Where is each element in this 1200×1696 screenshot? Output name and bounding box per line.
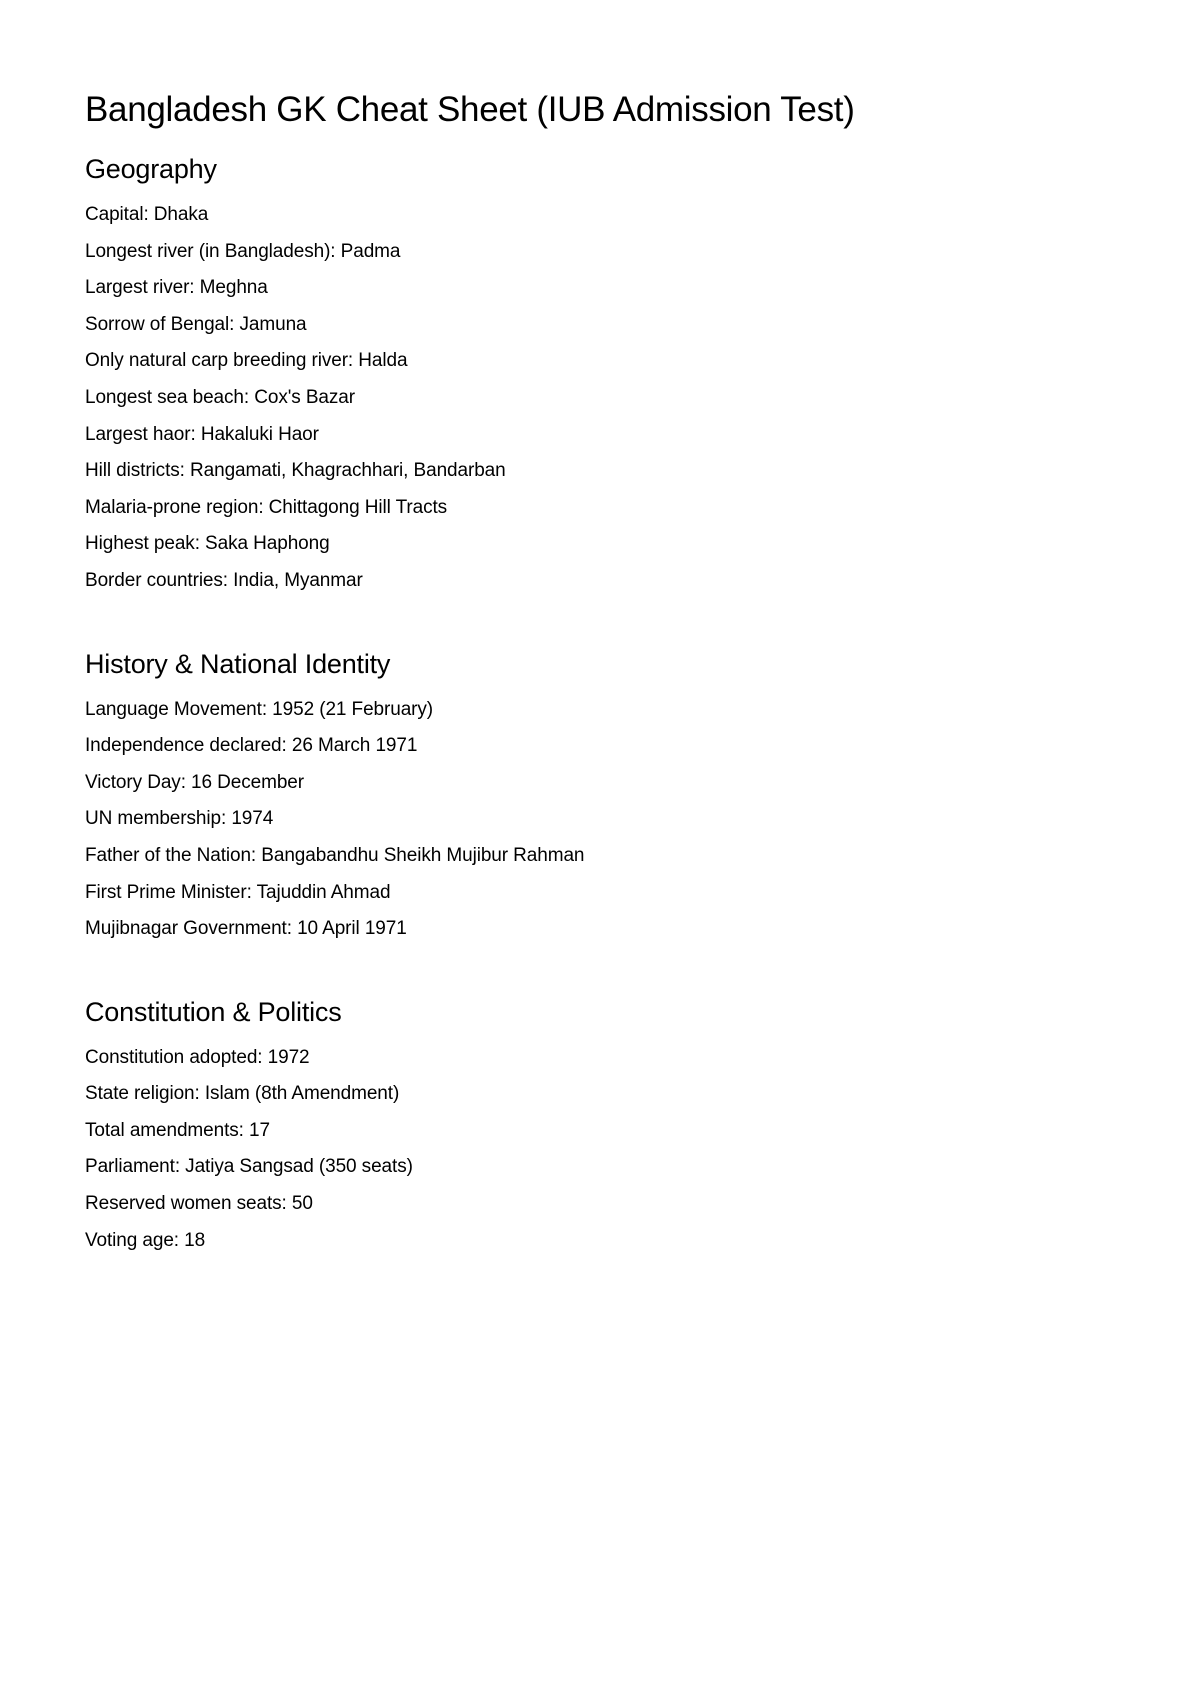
fact-item: State religion: Islam (8th Amendment) [85,1083,400,1105]
fact-item: Highest peak: Saka Haphong [85,533,330,555]
fact-item: Constitution adopted: 1972 [85,1046,310,1068]
section-geography [85,150,1115,600]
fact-item: Voting age: 18 [85,1229,206,1251]
fact-item: Reserved women seats: 50 [85,1193,313,1215]
history-fact-list [85,692,1115,948]
fact-item: Hill districts: Rangamati, Khagrachhari, Bandarban [85,460,506,482]
fact-item: Father of the Nation: Bangabandhu Sheikh Mujibur Rahman [85,844,585,866]
fact-item: Largest river: Meghna [85,277,268,299]
section-constitution [85,993,1115,1260]
section-heading-geography: Geography [85,154,217,184]
fact-item: First Prime Minister: Tajuddin Ahmad [85,881,391,903]
fact-item: Longest river (in Bangladesh): Padma [85,240,401,262]
section-history [85,645,1115,948]
fact-item: Largest haor: Hakaluki Haor [85,423,319,445]
section-heading-history: History & National Identity [85,648,391,679]
fact-item: Longest sea beach: Cox's Bazar [85,386,355,408]
fact-item: Malaria-prone region: Chittagong Hill Tracts [85,496,448,518]
section-heading-constitution: Constitution & Politics [85,996,342,1027]
fact-item: Border countries: India, Myanmar [85,569,363,591]
fact-item: Parliament: Jatiya Sangsad (350 seats) [85,1156,413,1178]
fact-item: Mujibnagar Government: 10 April 1971 [85,918,407,940]
fact-item: Capital: Dhaka [85,204,209,225]
fact-item: Only natural carp breeding river: Halda [85,350,408,372]
fact-item: Victory Day: 16 December [85,771,305,793]
fact-item: Independence declared: 26 March 1971 [85,735,418,757]
geography-fact-list [85,197,1115,600]
fact-item: Total amendments: 17 [85,1119,270,1141]
constitution-fact-list [85,1040,1115,1260]
fact-item: UN membership: 1974 [85,808,274,830]
fact-item: Sorrow of Bengal: Jamuna [85,313,307,335]
document-title: Bangladesh GK Cheat Sheet (IUB Admission Test) [85,90,855,129]
fact-item: Language Movement: 1952 (21 February) [85,698,434,720]
document-page [85,86,1115,1259]
